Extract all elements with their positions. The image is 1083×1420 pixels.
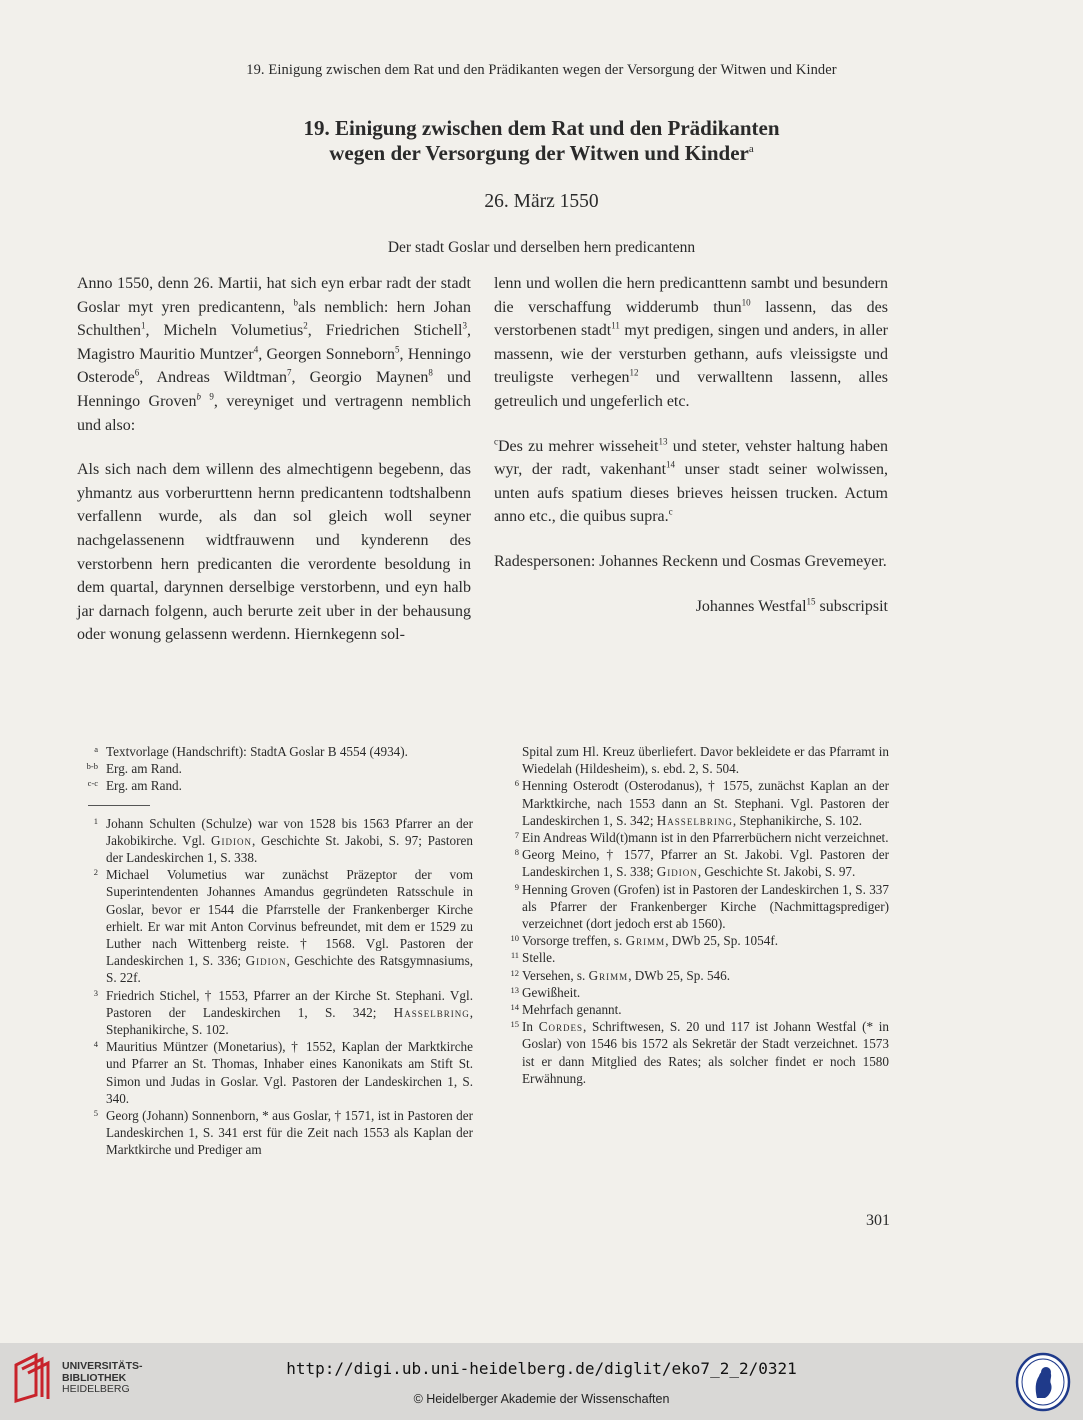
footnote: 11 Stelle. bbox=[510, 950, 556, 966]
footnote: 12 Versehen, s. Grimm, DWb 25, Sp. 546. bbox=[510, 967, 731, 983]
textual-note: b-b Erg. am Rand. bbox=[86, 761, 182, 777]
textual-note-marker[interactable]: b bbox=[293, 297, 299, 308]
document-date: 26. März 1550 bbox=[484, 191, 599, 212]
footnote: 6 Henning Osterodt (Osterodanus), † 1575, zunächst Kaplan an der Marktkirche, nach 1553 dann an St. Stephani. Vgl. Pastoren der Landeskirchen 1, S. 342; Hasselbring, Stephanikirche, S. 102. bbox=[514, 778, 889, 828]
paragraph: lenn und wollen die hern predicanttenn sambt und besundern die verschaffung widderumb thun$^{10}$ lassenn, das des verstorbenen stadt$^{11}$ myt predigen, singen und anders, in aller massenn, wie der versturben gethann, aufs vleissigste und treuligste verhegen$^{12}$ und verwalltenn lassenn, alles getreulich und ungeferlich etc. bbox=[494, 275, 889, 410]
textual-note: a Textvorlage (Handschrift): StadtA Goslar B 4554 (4934). bbox=[94, 744, 408, 759]
document-title bbox=[0, 116, 1083, 166]
footnote: 8 Georg Meino, † 1577, Pfarrer an St. Jakobi. Vgl. Pastoren der Landeskirchen 1, S. 338; Gidion, Geschichte St. Jakobi, S. 97. bbox=[514, 847, 889, 880]
library-name: UNIVERSITÄTS- BIBLIOTHEK HEIDELBERG bbox=[62, 1360, 143, 1395]
title-line-1: 19. Einigung zwischen dem Rat und den Prädikanten bbox=[303, 116, 780, 140]
copyright-notice: © Heidelberger Akademie der Wissenschaften bbox=[413, 1392, 670, 1406]
signature: Johannes Westfal$^{15}$ subscripsit bbox=[695, 596, 888, 615]
footnote: 4 Mauritius Müntzer (Monetarius), † 1552, Kaplan der Marktkirche und Pfarrer an St. Thomas, Inhaber eines Kanonikats am Stift St. Simon und Judas in Goslar. Vgl. Pastoren der Landeskirchen 1, S. 340. bbox=[93, 1039, 473, 1106]
textual-note-marker[interactable]: b bbox=[196, 391, 201, 402]
document-address: Der stadt Goslar und derselben hern predicantenn bbox=[387, 239, 696, 256]
footnote-marker[interactable]: 13 bbox=[658, 436, 668, 447]
academy-seal-icon bbox=[1015, 1352, 1071, 1412]
footnote: 14 Mehrfach genannt. bbox=[510, 1002, 622, 1018]
page-number: 301 bbox=[866, 1212, 890, 1229]
paragraph: Als sich nach dem willenn des almechtigenn begebenn, das yhmantz aus vorberurttenn hernn predicantenn todtshalbenn verfallenn wurde, als dan sol gleich woll seyner nachgelassenenn widtfrauwenn und kynderenn des verstorbenn hern predicanten die verordente besoldung in dem quartal, darynnen derselbige verstorbenn, und eyn halb jar darnach folgenn, auch berurte zeit uber in der behausung oder wonung gelassenn werdenn. Hiernkegenn sol- bbox=[77, 461, 471, 644]
footnote: 10 Vorsorge treffen, s. Grimm, DWb 25, Sp. 1054f. bbox=[510, 933, 779, 949]
footnote-marker[interactable]: 15 bbox=[806, 596, 816, 607]
permalink[interactable]: http://digi.ub.uni-heidelberg.de/diglit/eko7_2_2/0321 bbox=[286, 1359, 797, 1378]
footnote-marker[interactable]: 2 bbox=[303, 320, 308, 331]
footnote-marker[interactable]: 10 bbox=[741, 297, 751, 308]
footnote-marker[interactable]: 3 bbox=[462, 320, 467, 331]
viewer-footer bbox=[0, 1343, 1083, 1420]
footnote: 9 Henning Groven (Grofen) ist in Pastoren der Landeskirchen 1, S. 337 als Pfarrer der Frankenberger Kirche (Nachmittagsprediger) verzeichnet (dort jedoch erst ab 1560). bbox=[514, 881, 889, 932]
footnote-marker[interactable]: 8 bbox=[428, 368, 433, 379]
footnote-divider bbox=[88, 805, 150, 806]
footnote-marker[interactable]: 11 bbox=[611, 320, 620, 331]
text-column-left bbox=[77, 272, 471, 647]
text-column-right bbox=[494, 272, 888, 618]
footnote-marker[interactable]: 7 bbox=[287, 368, 292, 379]
textual-note: c-c Erg. am Rand. bbox=[87, 778, 182, 794]
footnote-continuation: Spital zum Hl. Kreuz überliefert. Davor bekleidete er das Pfarramt in Wiedelah (Hildesheim), s. ebd. 2, S. 504. bbox=[522, 744, 889, 777]
footnote-marker[interactable]: 6 bbox=[134, 368, 140, 379]
footnote-marker[interactable]: 14 bbox=[666, 459, 676, 470]
paragraph: Radespersonen: Johannes Reckenn und Cosmas Grevemeyer. bbox=[494, 552, 887, 570]
footnote: 1 Johann Schulten (Schulze) war von 1528 bis 1563 Pfarrer an der Jakobikirche. Vgl. Gidion, Geschichte St. Jakobi, S. 97; Pastoren der Landeskirchen 1, S. 338. bbox=[93, 815, 473, 866]
paragraph: Anno 1550, denn 26. Martii, hat sich eyn erbar radt der stadt Goslar myt yren predicantenn, $^b$als nemblich: hern Johan Schulthen$^1$, Micheln Volumetius$^2$, Friedrichen Stichell$^3$, Magistro Mauritio Muntzer$^4$, Georgen Sonneborn$^5$, Henningo Osterode$^6$, Andreas Wildtman$^7$, Georgio Maynen$^8$ und Henningo Groven$^b$ $^9$, vereyniget und vertragenn nemblich und also: bbox=[77, 275, 472, 434]
textual-note-marker[interactable]: c bbox=[668, 507, 673, 518]
footnote-marker[interactable]: 5 bbox=[395, 344, 400, 355]
footnote: 5 Georg (Johann) Sonnenborn, * aus Goslar, † 1571, ist in Pastoren der Landeskirchen 1, S. 341 erst für die Zeit nach 1553 als Kaplan der Marktkirche und Prediger am bbox=[93, 1108, 473, 1158]
textual-note-marker[interactable]: c bbox=[494, 436, 498, 447]
footnote-marker[interactable]: 12 bbox=[629, 368, 639, 379]
footnote: 13 Gewißheit. bbox=[510, 984, 581, 1000]
footnote-marker[interactable]: a bbox=[748, 143, 754, 155]
footnotes-right bbox=[505, 743, 889, 1087]
title-line-2: wegen der Versorgung der Witwen und Kinder$^a$ bbox=[329, 141, 754, 165]
running-head: 19. Einigung zwischen dem Rat und den Prädikanten wegen der Versorgung der Witwen und Kinder bbox=[246, 62, 837, 78]
footnote: 2 Michael Volumetius war zunächst Präzeptor der vom Superintendenten Johannes Amandus gegründeten Ratsschule in Goslar, bevor er 1544 die Pfarrstelle der Frankenberger Kirche erhielt. Er war mit Anton Corvinus befreundet, mit dem er 1529 zu Luther nach Wittenberg reiste. † 1568. Vgl. Pastoren der Landeskirchen 1, S. 336; Gidion, Geschichte des Ratsgymnasiums, S. 22f. bbox=[93, 867, 473, 986]
footnote-marker[interactable]: 1 bbox=[141, 320, 146, 331]
footnote-marker[interactable]: 9 bbox=[209, 391, 214, 402]
paragraph: $^c$Des zu mehrer wisseheit$^{13}$ und steter, vehster haltung haben wyr, der radt, vakenhant$^{14}$ unser stadt seiner wolwissen, unten aufs spatium dieses brieves heissen trucken. Actum anno etc., die quibus supra.$^c$ bbox=[494, 436, 889, 526]
footnote: 7 Ein Andreas Wild(t)mann ist in den Pfarrerbüchern nicht verzeichnet. bbox=[514, 830, 889, 846]
footnotes-left bbox=[84, 743, 473, 1159]
footnote: 3 Friedrich Stichel, † 1553, Pfarrer an der Kirche St. Stephani. Vgl. Pastoren der Landeskirchen 1, S. 342; Hasselbring, Stephanikirche, S. 102. bbox=[93, 987, 473, 1038]
footnote: 15 In Cordes, Schriftwesen, S. 20 und 117 ist Johann Westfal (* in Goslar) von 1546 bis 1572 als Sekretär der Stadt verzeichnet. 1573 ist er dann Mitglied des Rates; als solcher findet er noch 1580 Erwähnung. bbox=[510, 1019, 889, 1086]
footnote-marker[interactable]: 4 bbox=[253, 344, 259, 355]
